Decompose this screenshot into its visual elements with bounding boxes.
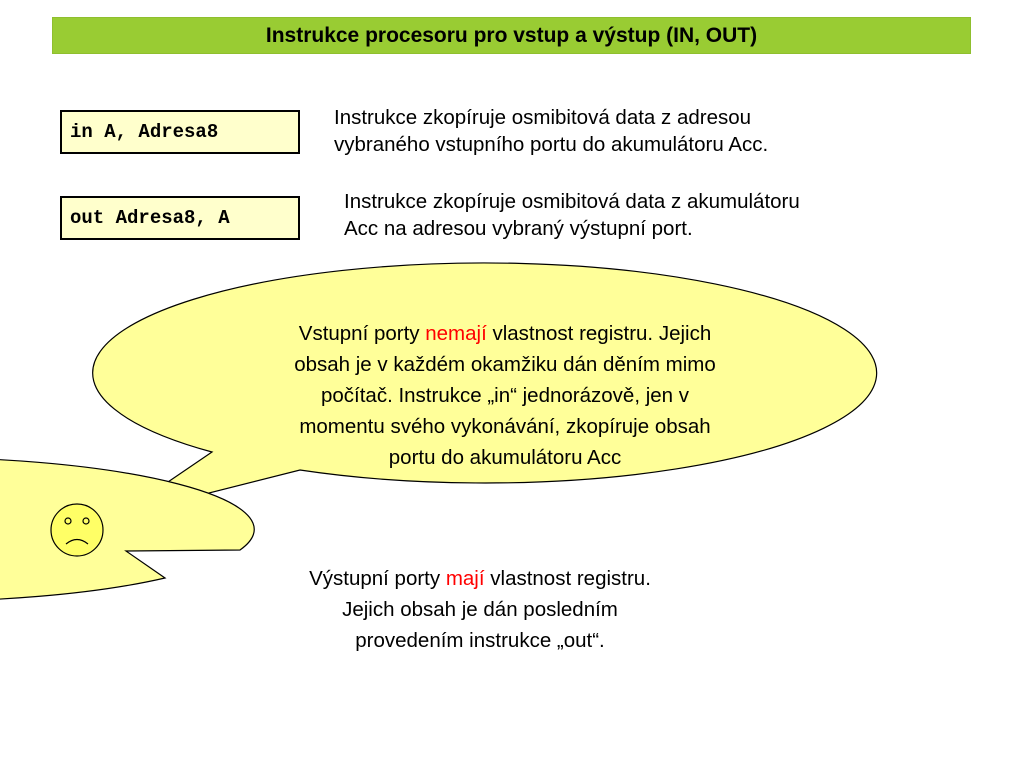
highlight-maji: mají <box>445 567 485 590</box>
description-in-line: vybraného vstupního portu do akumulátoru Acc. <box>334 133 769 156</box>
bubble-output-line: Jejich obsah je dán posledním <box>342 598 618 621</box>
bubble-input-text <box>190 318 820 473</box>
description-out-line: Instrukce zkopíruje osmibitová data z akumulátoru <box>344 190 800 213</box>
slide-title-text: Instrukce procesoru pro vstup a výstup (IN, OUT) <box>265 23 758 47</box>
code-in-text: in A, Adresa8 <box>70 121 219 143</box>
bubble-output-line: provedením instrukce „out“. <box>355 629 605 652</box>
frown-face-icon <box>51 504 103 556</box>
description-in-line: Instrukce zkopíruje osmibitová data z adresou <box>334 106 752 129</box>
description-out-line: Acc na adresou vybraný výstupní port. <box>344 217 693 240</box>
bubble-input-line: počítač. Instrukce „in“ jednorázově, jen v <box>320 384 690 407</box>
bubble-output-line: Výstupní porty mají vlastnost registru. <box>309 567 651 590</box>
bubble-input-line: momentu svého vykonávání, zkopíruje obsah <box>299 415 711 438</box>
bubble-input-line: portu do akumulátoru Acc <box>388 446 622 469</box>
code-out-text: out Adresa8, A <box>70 207 230 229</box>
bubble-output-text <box>240 563 720 656</box>
highlight-nemaji: nemají <box>425 322 487 345</box>
bubble-input-line: Vstupní porty nemají vlastnost registru. Jejich <box>298 322 712 345</box>
bubble-input-line: obsah je v každém okamžiku dán děním mimo <box>294 353 716 376</box>
